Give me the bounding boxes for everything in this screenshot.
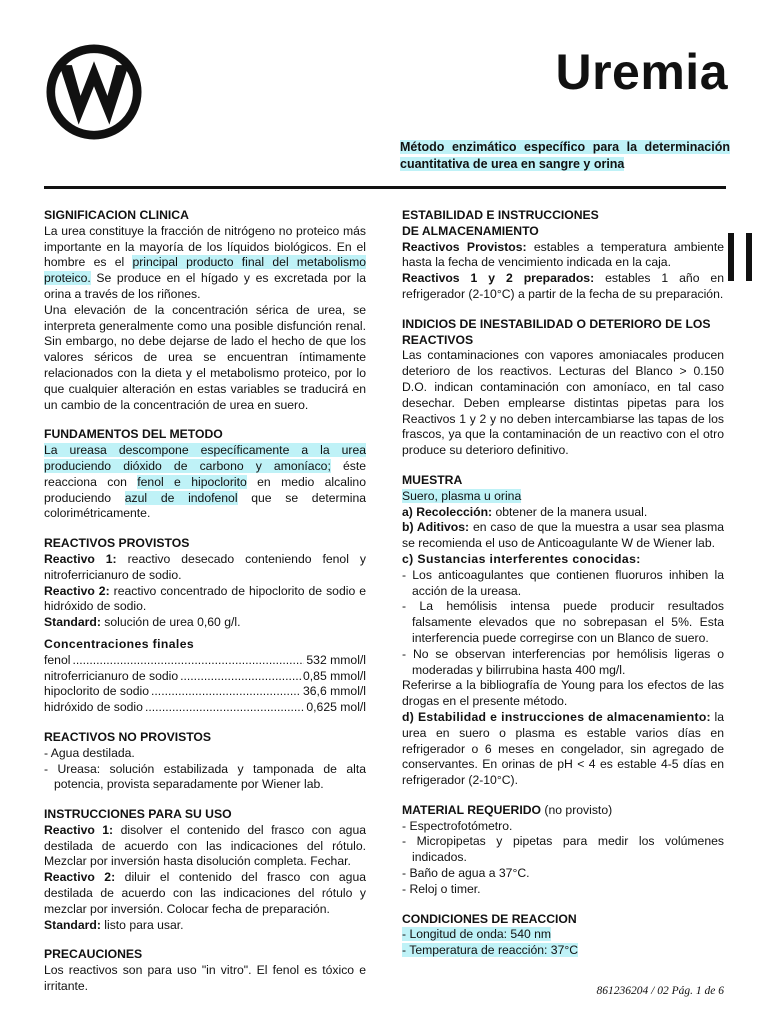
concentration-row bbox=[44, 653, 366, 669]
subheading-concentraciones: Concentraciones finales bbox=[44, 636, 195, 651]
label: Reactivos 1 y 2 preparados: bbox=[402, 271, 595, 286]
conc-value: 0,85 mmol/l bbox=[303, 668, 366, 683]
section-heading-reactivos-provistos: REACTIVOS PROVISTOS bbox=[44, 536, 190, 551]
text: listo para usar. bbox=[100, 917, 184, 932]
text: en caso de que la muestra a usar sea plasma se recomienda el uso de Anticoagulante W de Wiener lab. bbox=[402, 520, 724, 551]
paragraph: Referirse a la bibliografía de Young para los efectos de las drogas en el presente método. bbox=[402, 678, 724, 709]
list-item: - Los anticoagulantes que contienen fluoruros inhiben la acción de la ureasa. bbox=[402, 567, 724, 598]
list-item bbox=[402, 943, 724, 959]
text: la urea en suero o plasma es estable varios días en refrigerador o 6 meses en congelador, sin agregado de conservantes. En orinas de pH < 4 es estable 4-5 días en refrigerador (2-10°C). bbox=[402, 709, 724, 788]
section-bars-icon bbox=[726, 233, 768, 281]
label: Reactivo 1: bbox=[44, 551, 117, 566]
highlighted-text: - Longitud de onda: 540 nm bbox=[402, 927, 552, 942]
paragraph bbox=[44, 584, 366, 616]
list-item: - Reloj o timer. bbox=[402, 881, 481, 896]
section-heading-muestra: MUESTRA bbox=[402, 472, 463, 487]
subheading-sustancias: c) Sustancias interferentes conocidas: bbox=[402, 551, 641, 566]
list-item: - Micropipetas y pipetas para medir los volúmenes indicados. bbox=[402, 834, 724, 865]
left-column bbox=[44, 208, 366, 995]
text: que se determina colorimétricamente. bbox=[44, 490, 367, 521]
text: éste reacciona con bbox=[44, 458, 366, 489]
text: estables 1 año en refrigerador (2-10°C) a partir de la fecha de su preparación. bbox=[402, 271, 724, 301]
highlighted-text: Suero, plasma u orina bbox=[402, 488, 522, 503]
paragraph bbox=[402, 240, 724, 272]
paragraph bbox=[402, 710, 724, 789]
label: Reactivos Provistos: bbox=[402, 239, 527, 254]
paragraph bbox=[402, 505, 724, 521]
heading-text: MATERIAL REQUERIDO bbox=[402, 802, 542, 817]
paragraph bbox=[44, 552, 366, 584]
section-heading-estabilidad-2: DE ALMACENAMIENTO bbox=[402, 223, 539, 238]
label: Reactivo 2: bbox=[44, 583, 110, 598]
bar-mark bbox=[746, 233, 752, 281]
concentration-row bbox=[44, 669, 366, 685]
text: La urea constituye la fracción de nitrógeno no proteico más importante en la mayoría de los líquidos biológicos. En el hombre es el bbox=[44, 223, 366, 270]
text: disolver el contenido del frasco con agua destilada de acuerdo con las indicaciones del rótulo. Mezclar por inversión hasta disolución completa. Fechar. bbox=[44, 822, 366, 869]
wiener-w-logo-icon bbox=[46, 44, 142, 140]
concentration-row bbox=[44, 684, 366, 700]
section-heading-precauciones: PRECAUCIONES bbox=[44, 947, 143, 962]
paragraph: Las contaminaciones con vapores amoniacales producen deterioro de los reactivos. Lecturas del Blanco > 0.150 D.O. indican contaminación con amoníaco, en tal caso desechar. Deben emplearse distintas pipetas para los Reactivos 1 y 2 y no deben intercambiarse las tapas de los frascos, ya que la contaminación de un reactivo con el otro produce su deterioro definitivo. bbox=[402, 348, 724, 458]
page-footer: 861236204 / 02 Pág. 1 de 6 bbox=[596, 985, 724, 997]
bar-mark bbox=[728, 233, 734, 281]
section-heading-material bbox=[402, 803, 724, 819]
paragraph bbox=[44, 224, 366, 303]
list-item: - Ureasa: solución estabilizada y tamponada de alta potencia, provista separadamente por Wiener lab. bbox=[44, 761, 366, 792]
label: Reactivo 2: bbox=[44, 870, 116, 885]
list-item: - Baño de agua a 37°C. bbox=[402, 866, 530, 881]
list-item: - No se observan interferencias por hemólisis ligeras o moderadas y bilirrubina hasta 400 mg/l. bbox=[402, 646, 724, 677]
label: Reactivo 1: bbox=[44, 822, 114, 837]
text: Se produce en el hígado y es excretada por la orina a través de los riñones. bbox=[44, 271, 366, 301]
label: a) Recolección: bbox=[402, 504, 493, 519]
section-heading-indicios: INDICIOS DE INESTABILIDAD O DETERIORO DE LOS REACTIVOS bbox=[402, 316, 711, 347]
paragraph bbox=[44, 918, 366, 934]
list-item: - Agua destilada. bbox=[44, 745, 135, 760]
list-item: - La hemólisis intensa puede producir resultados falsamente elevados que no sobrepasan el 5%. Esta interferencia puede corregirse con un Blanco de suero. bbox=[402, 599, 724, 645]
header-divider bbox=[44, 186, 726, 189]
text: diluir el contenido del frasco con agua destilada de acuerdo con las indicaciones del rótulo y mezclar por inversión. Colocar fecha de preparación. bbox=[44, 870, 367, 916]
highlighted-text: fenol e hipoclorito bbox=[137, 474, 247, 489]
list-item bbox=[402, 927, 724, 943]
conc-name: hipoclorito de sodio bbox=[44, 684, 150, 699]
document-subtitle bbox=[400, 139, 730, 173]
concentration-row bbox=[44, 700, 366, 716]
conc-name: fenol bbox=[44, 652, 71, 667]
highlighted-text: La ureasa descompone específicamente a la urea produciendo dióxido de carbono y amoníaco; bbox=[44, 443, 366, 473]
conc-name: nitroferricianuro de sodio bbox=[44, 668, 179, 683]
highlighted-text: - Temperatura de reacción: 37°C bbox=[402, 943, 579, 958]
label: Standard: bbox=[44, 615, 101, 630]
text: reactivo concentrado de hipoclorito de sodio e hidróxido de sodio. bbox=[44, 583, 366, 614]
paragraph: Los reactivos son para uso "in vitro". El fenol es tóxico e irritante. bbox=[44, 963, 366, 994]
section-heading-no-provistos: REACTIVOS NO PROVISTOS bbox=[44, 729, 212, 744]
heading-note: (no provisto) bbox=[541, 802, 613, 817]
section-heading-estabilidad: ESTABILIDAD E INSTRUCCIONES bbox=[402, 208, 599, 222]
text: estables a temperatura ambiente hasta la fecha de vencimiento indicada en la caja. bbox=[402, 239, 724, 270]
section-heading-condiciones: CONDICIONES DE REACCION bbox=[402, 911, 577, 926]
highlighted-text: principal producto final del metabolismo proteico. bbox=[44, 255, 366, 286]
text: solución de urea 0,60 g/l. bbox=[100, 615, 241, 630]
conc-value: 532 mmol/l bbox=[306, 652, 366, 667]
list-item: - Espectrofotómetro. bbox=[402, 818, 513, 833]
paragraph bbox=[44, 823, 366, 870]
label: Standard: bbox=[44, 917, 101, 932]
document-title: Uremia bbox=[555, 44, 728, 100]
text: reactivo desecado conteniendo fenol y nitroferricianuro de sodio. bbox=[44, 551, 366, 582]
section-heading-fundamentos: FUNDAMENTOS DEL METODO bbox=[44, 427, 223, 442]
subtitle-highlight: Método enzimático específico para la determinación cuantitativa de urea en sangre y orina bbox=[400, 140, 730, 171]
paragraph bbox=[44, 870, 366, 917]
conc-value: 36,6 mmol/l bbox=[303, 684, 366, 699]
paragraph: Una elevación de la concentración sérica de urea, se interpreta generalmente como una posible disfunción renal. Sin embargo, no debe dejarse de lado el hecho de que los valores séricos de urea se encuentran íntimamente relacionados con la dieta y el metabolismo proteico, por lo que cualquier alteración en estas variables se traducirá en un cambio de la concentración de urea en suero. bbox=[44, 302, 366, 412]
conc-name: hidróxido de sodio bbox=[44, 700, 143, 715]
text: obtener de la manera usual. bbox=[492, 504, 648, 519]
right-column bbox=[402, 208, 724, 959]
section-heading-significacion: SIGNIFICACION CLINICA bbox=[44, 208, 189, 222]
label: b) Aditivos: bbox=[402, 520, 470, 535]
paragraph bbox=[402, 271, 724, 303]
paragraph bbox=[402, 489, 724, 505]
text: en medio alcalino produciendo bbox=[44, 474, 366, 505]
section-heading-instrucciones: INSTRUCCIONES PARA SU USO bbox=[44, 807, 232, 822]
label: d) Estabilidad e instrucciones de almacenamiento: bbox=[402, 709, 711, 724]
paragraph bbox=[44, 443, 366, 522]
highlighted-text: azul de indofenol bbox=[124, 490, 238, 505]
conc-value: 0,625 mol/l bbox=[306, 700, 366, 715]
paragraph bbox=[44, 615, 366, 631]
paragraph bbox=[402, 520, 724, 552]
